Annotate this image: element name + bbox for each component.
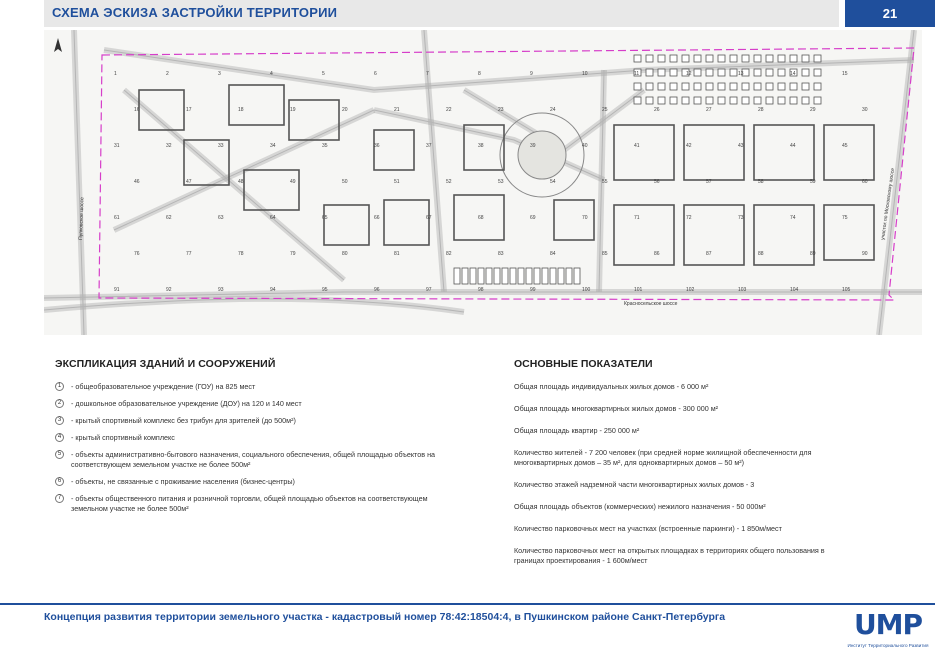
house (634, 97, 641, 104)
building-number: 26 (654, 107, 660, 113)
house (718, 97, 725, 104)
legend-number-icon: 4 (55, 433, 64, 442)
building-number: 16 (134, 107, 140, 113)
townhouse (558, 268, 564, 284)
building-number: 31 (114, 143, 120, 149)
building-number: 53 (498, 179, 504, 185)
plaza-center (518, 131, 566, 179)
building-number: 37 (426, 143, 432, 149)
townhouse (462, 268, 468, 284)
building-number: 67 (426, 215, 432, 221)
building-number: 103 (738, 287, 747, 293)
building-number: 27 (706, 107, 712, 113)
legend-number-icon: 6 (55, 477, 64, 486)
building-number: 40 (582, 143, 588, 149)
house (730, 83, 737, 90)
building-number: 98 (478, 287, 484, 293)
building-number: 61 (114, 215, 120, 221)
building-number: 97 (426, 287, 432, 293)
building-number: 2 (166, 71, 169, 77)
house (706, 69, 713, 76)
house (670, 97, 677, 104)
building-number: 7 (426, 71, 429, 77)
house (778, 55, 785, 62)
site-plan[interactable] (44, 30, 922, 335)
building-number: 51 (394, 179, 400, 185)
building-number: 3 (218, 71, 221, 77)
house (694, 83, 701, 90)
building-number: 9 (530, 71, 533, 77)
page-title: СХЕМА ЭСКИЗА ЗАСТРОЙКИ ТЕРРИТОРИИ (52, 5, 338, 20)
house (646, 83, 653, 90)
house (742, 83, 749, 90)
house (646, 97, 653, 104)
building-number: 72 (686, 215, 692, 221)
townhouse (526, 268, 532, 284)
building-number: 101 (634, 287, 643, 293)
house (802, 83, 809, 90)
townhouse (542, 268, 548, 284)
building-number: 38 (478, 143, 484, 149)
building-number: 90 (862, 251, 868, 257)
house (790, 83, 797, 90)
house (730, 97, 737, 104)
building-number: 95 (322, 287, 328, 293)
building-number: 62 (166, 215, 172, 221)
house (658, 97, 665, 104)
house (706, 55, 713, 62)
building-number: 96 (374, 287, 380, 293)
building-number: 32 (166, 143, 172, 149)
building-number: 13 (738, 71, 744, 77)
house (766, 97, 773, 104)
building-number: 14 (790, 71, 796, 77)
legend-item (55, 433, 465, 443)
building-number: 18 (238, 107, 244, 113)
building-number: 100 (582, 287, 591, 293)
house (694, 97, 701, 104)
townhouse (574, 268, 580, 284)
building-number: 10 (582, 71, 588, 77)
building-number: 5 (322, 71, 325, 77)
house (718, 55, 725, 62)
building-number: 11 (634, 71, 640, 77)
building-number: 33 (218, 143, 224, 149)
building-number: 99 (530, 287, 536, 293)
house (754, 83, 761, 90)
house (634, 83, 641, 90)
building-number: 55 (602, 179, 608, 185)
legend-text: - крытый спортивный комплекс без трибун для зрителей (до 500м²) (71, 416, 296, 425)
site-plan-drawing (44, 30, 922, 335)
building-number: 75 (842, 215, 848, 221)
building-number: 77 (186, 251, 192, 257)
building-number: 68 (478, 215, 484, 221)
building-number: 80 (342, 251, 348, 257)
building-number: 41 (634, 143, 640, 149)
page-number: 21 (845, 0, 935, 27)
townhouse (566, 268, 572, 284)
legend-item (55, 477, 465, 487)
building-number: 24 (550, 107, 556, 113)
building-number: 42 (686, 143, 692, 149)
house (802, 55, 809, 62)
legend-number-icon: 5 (55, 450, 64, 459)
legend-item (55, 382, 465, 392)
building-number: 85 (602, 251, 608, 257)
building-number: 21 (394, 107, 400, 113)
legend-number-icon: 1 (55, 382, 64, 391)
building-number: 22 (446, 107, 452, 113)
townhouse (478, 268, 484, 284)
house (778, 83, 785, 90)
house (694, 69, 701, 76)
house (658, 55, 665, 62)
footer-divider (0, 603, 935, 605)
building-number: 4 (270, 71, 273, 77)
building-number: 23 (498, 107, 504, 113)
building-number: 25 (602, 107, 608, 113)
building-number: 64 (270, 215, 276, 221)
building-number: 28 (758, 107, 764, 113)
house (634, 55, 641, 62)
house (766, 55, 773, 62)
townhouse (534, 268, 540, 284)
building-number: 39 (530, 143, 536, 149)
house (754, 69, 761, 76)
building-number: 82 (446, 251, 452, 257)
building-number: 63 (218, 215, 224, 221)
building-number: 92 (166, 287, 172, 293)
building-number: 74 (790, 215, 796, 221)
building-number: 35 (322, 143, 328, 149)
indicator-item: Количество жителей - 7 200 человек (при средней норме жилищной обеспеченности для многоквартирных домов – 35 м², для одноквартирных домов – 50 м²) (514, 448, 812, 467)
legend-text: - дошкольное образовательное учреждение (ДОУ) на 120 и 140 мест (71, 399, 302, 408)
house (658, 83, 665, 90)
building-number: 93 (218, 287, 224, 293)
building-number: 102 (686, 287, 695, 293)
building-number: 59 (810, 179, 816, 185)
legend-item (55, 399, 465, 409)
building-number: 49 (290, 179, 296, 185)
building-number: 17 (186, 107, 192, 113)
townhouse (502, 268, 508, 284)
townhouse (510, 268, 516, 284)
house (646, 69, 653, 76)
logo-mark: UMP (853, 608, 923, 641)
legend-text: - объекты, не связанные с проживание населения (бизнес-центры) (71, 477, 295, 486)
house (718, 69, 725, 76)
indicator-item: Общая площадь индивидуальных жилых домов - 6 000 м² (514, 382, 709, 391)
legend-item (55, 494, 465, 514)
house (646, 55, 653, 62)
building-number: 1 (114, 71, 117, 77)
logo-subtitle: Институт Территориального Развития (847, 643, 929, 648)
house (802, 97, 809, 104)
indicator-item: Количество этажей надземной части многоквартирных жилых домов - 3 (514, 480, 755, 489)
house (742, 55, 749, 62)
building-number: 65 (322, 215, 328, 221)
house (754, 55, 761, 62)
building-number: 70 (582, 215, 588, 221)
header-bar (44, 0, 839, 27)
building-number: 48 (238, 179, 244, 185)
legend-number-icon: 3 (55, 416, 64, 425)
building-number: 87 (706, 251, 712, 257)
legend (55, 358, 465, 521)
house (730, 69, 737, 76)
house (682, 55, 689, 62)
townhouse (486, 268, 492, 284)
building-number: 89 (810, 251, 816, 257)
building-number: 43 (738, 143, 744, 149)
building-number: 6 (374, 71, 377, 77)
building-number: 69 (530, 215, 536, 221)
house (718, 83, 725, 90)
building-number: 88 (758, 251, 764, 257)
building-number: 36 (374, 143, 380, 149)
house (682, 97, 689, 104)
road-label: Пулковское шоссе (78, 197, 86, 241)
building-number: 86 (654, 251, 660, 257)
building-number: 66 (374, 215, 380, 221)
building-number: 91 (114, 287, 120, 293)
building-number: 104 (790, 287, 799, 293)
house (754, 97, 761, 104)
indicator-item: Количество парковочных мест на открытых площадках в территориях общего пользования в границах проектирования - 1 600м/мест (514, 546, 825, 565)
house (802, 69, 809, 76)
house (766, 69, 773, 76)
house (742, 97, 749, 104)
key-indicators (514, 358, 844, 578)
building-number: 19 (290, 107, 296, 113)
legend-text: - объекты общественного питания и розничной торговли, общей площадью объектов на соответствующем земельном участке не более 500м² (71, 494, 428, 513)
building-number: 76 (134, 251, 140, 257)
building-number: 12 (686, 71, 692, 77)
building-number: 30 (862, 107, 868, 113)
building-number: 78 (238, 251, 244, 257)
indicators-title: ОСНОВНЫЕ ПОКАЗАТЕЛИ (514, 358, 653, 370)
house (778, 97, 785, 104)
building-number: 57 (706, 179, 712, 185)
legend-item (55, 416, 465, 426)
building-number: 105 (842, 287, 851, 293)
building-number: 29 (810, 107, 816, 113)
indicator-item: Общая площадь квартир - 250 000 м² (514, 426, 640, 435)
road-label: участок по Московскому шоссе (880, 167, 897, 241)
townhouse (494, 268, 500, 284)
house (766, 83, 773, 90)
building-number: 79 (290, 251, 296, 257)
house (706, 97, 713, 104)
building-number: 83 (498, 251, 504, 257)
building-number: 15 (842, 71, 848, 77)
house (814, 55, 821, 62)
building-number: 46 (134, 179, 140, 185)
house (814, 83, 821, 90)
building-number: 58 (758, 179, 764, 185)
footer-caption: Концепция развития территории земельного участка - кадастровый номер 78:42:18504:4, в Пушкинском районе Санкт-Петербурга (44, 611, 726, 623)
house (790, 97, 797, 104)
legend-item (55, 450, 465, 470)
house (814, 69, 821, 76)
legend-title: ЭКСПЛИКАЦИЯ ЗДАНИЙ И СООРУЖЕНИЙ (55, 358, 276, 370)
building-number: 34 (270, 143, 276, 149)
building-number: 60 (862, 179, 868, 185)
road-label: Красносельское шоссе (624, 301, 678, 307)
indicator-item: Общая площадь объектов (коммерческих) нежилого назначения - 50 000м² (514, 502, 766, 511)
house (778, 69, 785, 76)
company-logo (843, 603, 933, 661)
house (670, 55, 677, 62)
house (670, 83, 677, 90)
building-number: 54 (550, 179, 556, 185)
building-number: 47 (186, 179, 192, 185)
house (670, 69, 677, 76)
house (682, 83, 689, 90)
legend-text: - общеобразовательное учреждение (ГОУ) на 825 мест (71, 382, 256, 391)
building-number: 52 (446, 179, 452, 185)
legend-text: - крытый спортивный комплекс (71, 433, 175, 442)
building-number: 84 (550, 251, 556, 257)
building-number: 8 (478, 71, 481, 77)
building-number: 73 (738, 215, 744, 221)
townhouse (454, 268, 460, 284)
building-number: 81 (394, 251, 400, 257)
indicator-item: Количество парковочных мест на участках (встроенные паркинги) - 1 850м/мест (514, 524, 782, 533)
indicator-item: Общая площадь многоквартирных жилых домов - 300 000 м² (514, 404, 719, 413)
building-number: 45 (842, 143, 848, 149)
legend-number-icon: 7 (55, 494, 64, 503)
building-number: 44 (790, 143, 796, 149)
legend-text: - объекты административно-бытового назначения, социального обеспечения, общей площадью объектов на соответствующем земельном участке не более 500м² (71, 450, 436, 469)
house (658, 69, 665, 76)
house (730, 55, 737, 62)
house (706, 83, 713, 90)
house (790, 55, 797, 62)
building-number: 71 (634, 215, 640, 221)
house (694, 55, 701, 62)
townhouse (470, 268, 476, 284)
building-number: 50 (342, 179, 348, 185)
building-number: 56 (654, 179, 660, 185)
legend-number-icon: 2 (55, 399, 64, 408)
building-number: 20 (342, 107, 348, 113)
house (814, 97, 821, 104)
townhouse (550, 268, 556, 284)
building-number: 94 (270, 287, 276, 293)
townhouse (518, 268, 524, 284)
